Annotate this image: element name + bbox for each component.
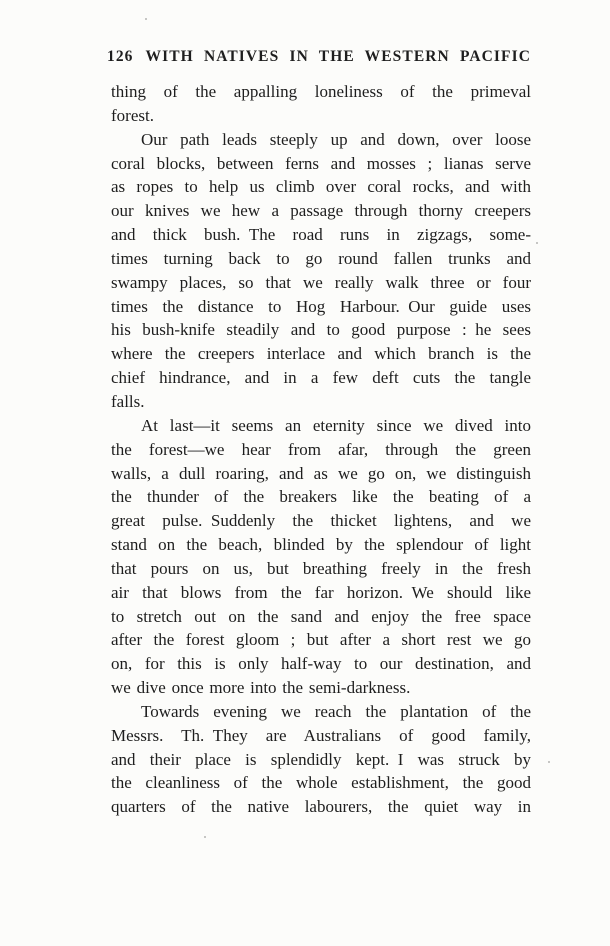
running-header xyxy=(107,48,531,66)
text-line: we dive once more into the semi-darkness. xyxy=(111,678,411,698)
paragraph xyxy=(111,414,531,700)
text-line: the forest—we hear from afar, through the green xyxy=(111,439,531,459)
text-line: Messrs. Th. They are Australians of good family, xyxy=(111,725,531,745)
text-line: and thick bush. The road runs in zigzags, some- xyxy=(111,225,531,245)
text-line: his bush-knife steadily and to good purpose : he sees xyxy=(111,320,531,340)
print-speck xyxy=(204,836,206,838)
text-line: swampy places, so that we really walk three or four xyxy=(111,272,531,292)
text-line: after the forest gloom ; but after a short rest we go xyxy=(111,630,531,650)
page-number: 126 xyxy=(107,48,134,65)
header-title: WITH NATIVES IN THE WESTERN PACIFIC xyxy=(145,48,531,65)
text-line: that pours on us, but breathing freely in the fresh xyxy=(111,558,531,578)
text-line: on, for this is only half-way to our destination, and xyxy=(111,654,531,674)
page-body xyxy=(111,80,531,819)
text-line: times the distance to Hog Harbour. Our guide uses xyxy=(111,296,531,316)
print-speck xyxy=(145,18,147,20)
text-line: as ropes to help us climb over coral rocks, and with xyxy=(111,177,531,197)
text-line: our knives we hew a passage through thorny creepers xyxy=(111,201,531,221)
text-line: quarters of the native labourers, the quiet way in xyxy=(111,797,531,817)
text-line: coral blocks, between ferns and mosses ; lianas serve xyxy=(111,153,531,173)
text-line: times turning back to go round fallen trunks and xyxy=(111,248,531,268)
print-speck xyxy=(536,242,538,244)
text-line: thing of the appalling loneliness of the primeval xyxy=(111,82,531,101)
text-line: walls, a dull roaring, and as we go on, we distinguish xyxy=(111,463,531,483)
text-line: the cleanliness of the whole establishment, the good xyxy=(111,773,531,793)
text-line: At last—it seems an eternity since we dived into xyxy=(141,415,531,435)
text-line: falls. xyxy=(111,391,145,411)
text-line: great pulse. Suddenly the thicket lightens, and we xyxy=(111,511,531,531)
paragraph xyxy=(111,700,531,819)
text-line: air that blows from the far horizon. We should like xyxy=(111,582,531,602)
text-line: Towards evening we reach the plantation of the xyxy=(141,701,531,721)
text-line: where the creepers interlace and which branch is the xyxy=(111,344,531,364)
text-line: chief hindrance, and in a few deft cuts the tangle xyxy=(111,368,531,388)
text-line: to stretch out on the sand and enjoy the free space xyxy=(111,606,531,626)
text-line: forest. xyxy=(111,105,154,125)
text-line: Our path leads steeply up and down, over loose xyxy=(141,129,531,149)
paragraph xyxy=(111,80,531,128)
text-line: the thunder of the breakers like the beating of a xyxy=(111,487,531,507)
paragraph xyxy=(111,128,531,414)
text-line: and their place is splendidly kept. I was struck by xyxy=(111,749,531,769)
print-speck xyxy=(548,761,550,763)
text-line: stand on the beach, blinded by the splendour of light xyxy=(111,535,531,555)
